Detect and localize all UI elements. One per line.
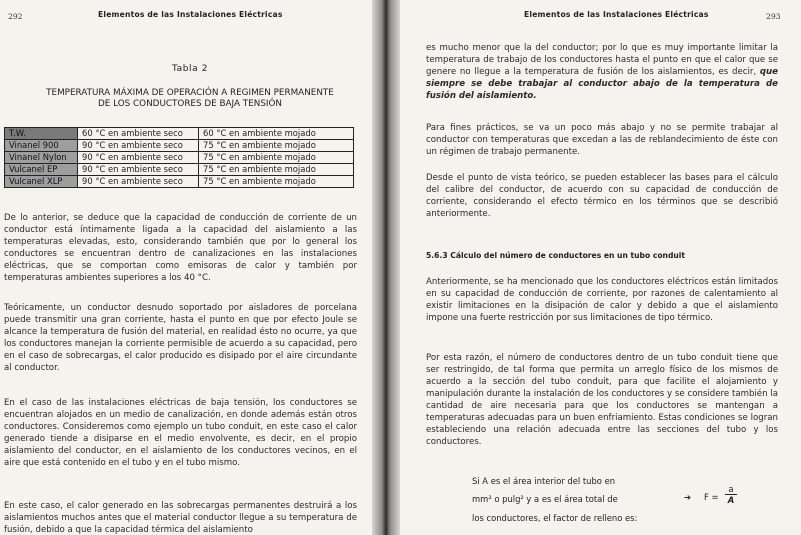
- table-title: [20, 88, 360, 110]
- formula-line-3: los conductores, el factor de relleno es:: [472, 513, 638, 523]
- conductor-type-cell: Vulcanel EP: [5, 164, 78, 176]
- page-number-right: 293: [766, 12, 781, 21]
- dry-temp-cell: 60 °C en ambiente seco: [78, 128, 199, 140]
- wet-temp-cell: 75 °C en ambiente mojado: [199, 164, 354, 176]
- right-paragraph-1-text: es mucho menor que la del conductor; por lo que es muy importante limitar la temperatura de trabajo de los conductores hasta el punto en que el calor que se genere no llegue a la temperatura de fusión de los aislamientos, es decir,: [426, 43, 778, 77]
- right-paragraph-5: Por esta razón, el número de conductores dentro de un tubo conduit tiene que ser restringido, de tal forma que permita un arreglo físico de los mismos de acuerdo a la sección del tubo conduit, para que facilite el alojamiento y manipulación durante la instalación de los conductores y se considere también la cantidad de aire necesaria para que los conductores se mantengan a temperaturas adecuadas para un buen enfriamiento. Estas condiciones se logran estableciendo una relación adecuada entre las secciones del tubo y los conductores.: [426, 353, 778, 447]
- table-title-line2: DE LOS CONDUCTORES DE BAJA TENSIÓN: [98, 99, 282, 109]
- page-number-left: 292: [8, 12, 23, 21]
- fraction-denominator: A: [725, 494, 737, 505]
- table-row: [5, 140, 354, 152]
- book-gutter: [372, 0, 400, 535]
- formula-line-2: mm² o pulg² y a es el área total de: [472, 494, 618, 504]
- left-page: [0, 0, 372, 535]
- conductor-type-cell: Vinanel 900: [5, 140, 78, 152]
- left-paragraph-2: Teóricamente, un conductor desnudo soportado por aisladores de porcelana puede transmitir una gran corriente, hasta el punto en que por efecto Joule se alcance la temperatura de fusión del material, en realidad ésto no ocurre, ya que los conductores manejan la corriente permisible de acuerdo a su capacidad, pero en el caso de sobrecargas, el calor producido es disipado por el aire circundante al conductor.: [4, 303, 357, 373]
- wet-temp-cell: 75 °C en ambiente mojado: [199, 140, 354, 152]
- arrow-icon: ➔: [684, 492, 692, 502]
- formula-lhs: F =: [704, 492, 719, 502]
- conductor-type-cell: Vinanel Nylon: [5, 152, 78, 164]
- right-paragraph-1-emphasis: que siempre se debe trabajar al conductor abajo de la temperatura de fusión del aislamiento.: [426, 67, 778, 101]
- dry-temp-cell: 90 °C en ambiente seco: [78, 176, 199, 188]
- conductor-type-cell: T.W.: [5, 128, 78, 140]
- table-label: Tabla 2: [172, 64, 209, 74]
- wet-temp-cell: 75 °C en ambiente mojado: [199, 176, 354, 188]
- temperature-table: [4, 127, 354, 188]
- right-paragraph-2: Para fines prácticos, se va un poco más abajo y no se permite trabajar al conductor con temperaturas que excedan a las de reblandecimiento de éste con un régimen de trabajo permanente.: [426, 123, 778, 157]
- table-row: [5, 176, 354, 188]
- right-paragraph-1: [426, 42, 778, 102]
- table-row: [5, 128, 354, 140]
- table-row: [5, 164, 354, 176]
- right-paragraph-3: Desde el punto de vista teórico, se pueden establecer las bases para el cálculo del calibre del conductor, de acuerdo con su capacidad de conducción de corriente, considerando el efecto térmico en los términos que se describió anteriormente.: [426, 173, 778, 219]
- section-heading: 5.6.3 Cálculo del número de conductores en un tubo conduit: [426, 251, 686, 260]
- left-paragraph-3: En el caso de las instalaciones eléctricas de baja tensión, los conductores se encuentran alojados en un medio de canalización, en donde además están otros conductores. Consideremos como ejemplo un tubo conduit, en este caso el calor generado tiende a disiparse en el medio envolvente, es decir, en el propio aislamiento del conductor, en el aislamiento de los conductores vecinos, en el aire que está contenido en el tubo y en el tubo mismo.: [4, 398, 357, 468]
- conductor-type-cell: Vulcanel XLP: [5, 176, 78, 188]
- dry-temp-cell: 90 °C en ambiente seco: [78, 164, 199, 176]
- table-title-line1: TEMPERATURA MÁXIMA DE OPERACIÓN A REGIMEN PERMANENTE: [46, 88, 334, 98]
- running-header-left: Elementos de las Instalaciones Eléctricas: [98, 10, 283, 19]
- left-paragraph-1: De lo anterior, se deduce que la capacidad de conducción de corriente de un conductor está íntimamente ligada a la capacidad del aislamiento a las temperaturas elevadas, esto, considerando también que por lo general los conductores se encuentran dentro de canalizaciones en las instalaciones eléctricas, que se comportan como emisoras de calor y también por temperaturas ambientes superiores a los 40 °C.: [4, 213, 357, 283]
- formula-line-1: Si A es el área interior del tubo en: [472, 476, 616, 486]
- right-page: [400, 0, 801, 535]
- dry-temp-cell: 90 °C en ambiente seco: [78, 152, 199, 164]
- wet-temp-cell: 60 °C en ambiente mojado: [199, 128, 354, 140]
- dry-temp-cell: 90 °C en ambiente seco: [78, 140, 199, 152]
- fraction-numerator: a: [728, 484, 734, 494]
- wet-temp-cell: 75 °C en ambiente mojado: [199, 152, 354, 164]
- left-paragraph-4: En este caso, el calor generado en las sobrecargas permanentes destruirá a los aislamientos muchos antes que el material conductor llegue a su temperatura de fusión, debido a que la capacidad térmica del aislamiento: [4, 501, 357, 535]
- right-paragraph-4: Anteriormente, se ha mencionado que los conductores eléctricos están limitados en su capacidad de conducción de corriente, por razones de calentamiento al existir limitaciones en la disipación de calor y debido a que el aislamiento impone una fuerte restricción por sus limitaciones de tipo térmico.: [426, 277, 778, 323]
- table-row: [5, 152, 354, 164]
- fill-factor-fraction: [725, 484, 737, 505]
- running-header-right: Elementos de las Instalaciones Eléctricas: [524, 10, 709, 19]
